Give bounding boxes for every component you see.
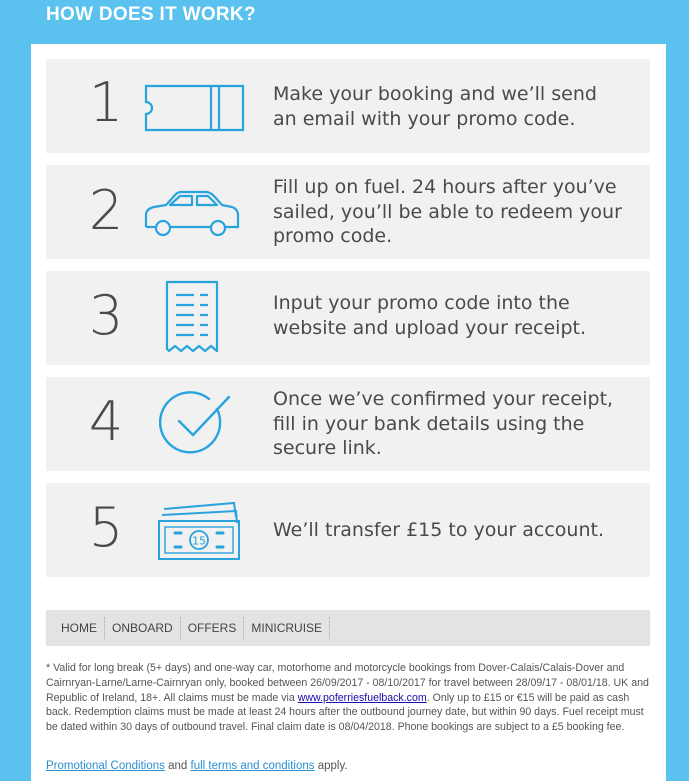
check-circle-icon [159,389,235,459]
receipt-icon [164,279,220,357]
ticket-icon [141,83,245,133]
step-text: We’ll transfer £15 to your account. [273,519,604,541]
step-2 [46,165,650,259]
step-text: Once we’ve confirmed your receipt, fill in your bank details using the secure link. [273,388,614,459]
step-number: 5 [88,496,124,559]
step-text: Input your promo code into the website and upload your receipt. [273,292,586,339]
step-5 [46,483,650,577]
nav-minicruise-link[interactable]: MINICRUISE [244,617,330,639]
content-panel [31,44,666,781]
fuelback-website-link[interactable]: www.poferriesfuelback.com [297,691,427,704]
step-number: 1 [88,71,124,134]
step-1 [46,59,650,153]
step-3 [46,271,650,365]
step-number: 4 [88,390,124,453]
page-title: HOW DOES IT WORK? [46,4,256,25]
nav-offers-link[interactable]: OFFERS [181,617,245,639]
cash-value-label: 15 [192,534,206,548]
nav-onboard-link[interactable]: ONBOARD [105,617,181,639]
terms-text: * Valid for long break (5+ days) and one-way car, motorhome and motorcycle bookings from Dover-Calais/Calais-Dover and Cairnryan-Larne/Larne-Cairnryan only, booked between 26/09/2017 - 08/10/2017 for travel between 28/09/17 - 08/01/18. UK and Republic of Ireland, 18+. All claims must be made via www.poferriesfuelback.com. Only up to £15 or €15 will be paid as cash back. Redemption claims must be made at least 24 hours after the outbound journey date, but within 90 days. Fuel receipt must be dated within 30 days of outbound travel. Final claim date is 08/04/2018. Phone bookings are subject to a £5 booking fee. [46,662,649,734]
conditions-links: Promotional Conditions and full terms and conditions apply. [46,760,348,772]
step-number: 3 [88,284,124,347]
promotional-conditions-link[interactable]: Promotional Conditions [46,760,165,772]
step-number: 2 [88,179,124,242]
step-4 [46,377,650,471]
car-icon [142,189,242,241]
step-text: Make your booking and we’ll send an email with your promo code. [273,83,597,130]
cash-icon [156,497,242,563]
step-text: Fill up on fuel. 24 hours after you’ve sailed, you’ll be able to redeem your promo code. [273,176,622,247]
full-terms-link[interactable]: full terms and conditions [190,760,315,772]
footer-nav [46,610,650,646]
nav-home-link[interactable]: HOME [46,617,105,639]
